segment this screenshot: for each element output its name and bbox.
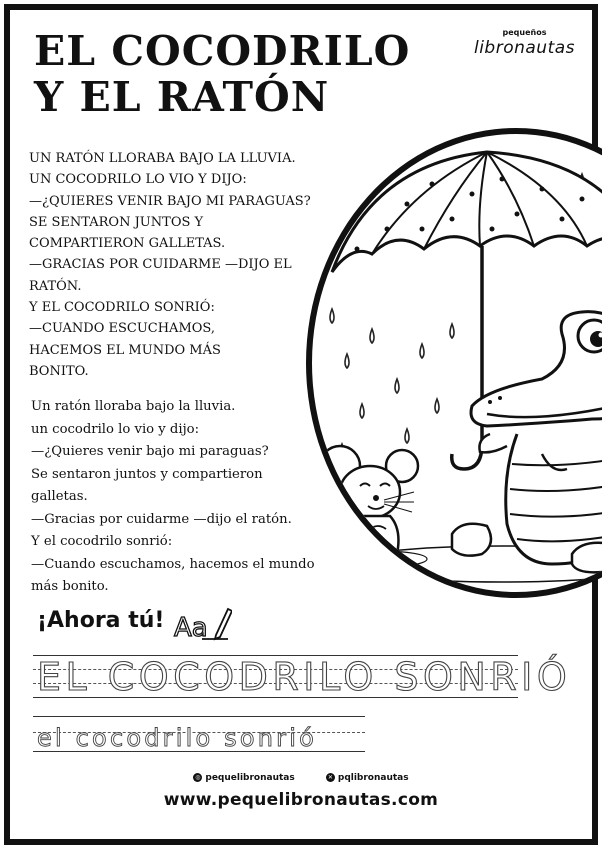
x-link[interactable] [326,773,409,783]
trace-line-lowercase[interactable] [33,714,365,754]
brand-big-text: libronautas [473,38,576,58]
story-lower-line: galletas. [31,489,88,504]
story-upper-line: —¿QUIERES VENIR BAJO MI PARAGUAS? [29,193,311,209]
instagram-icon: ◎ [195,774,201,781]
story-upper-line: SE SENTARON JUNTOS Y [29,214,204,230]
practice-heading: ¡Ahora tú! [37,608,165,633]
story-lower-line: Se sentaron juntos y compartieron [31,466,263,482]
title-line-1: EL COCODRILO [34,27,411,75]
crocodile-mouse-umbrella-illustration [312,134,602,598]
story-uppercase [29,148,329,382]
x-icon: ✕ [327,774,333,781]
pencil-icon [172,603,232,643]
aa-icon-text: Aa [174,613,208,643]
x-handle: pqlibronautas [337,772,409,783]
title-line-2: Y EL RATÓN [34,73,330,121]
story-upper-line: —GRACIAS POR CUIDARME —DIJO EL [29,257,292,273]
story-lower-line: más bonito. [31,579,109,594]
trace-text-lowercase: el cocodrilo sonrió [37,724,317,752]
illustration-circle [306,128,602,598]
story-upper-line: UN RATÓN LLORABA BAJO LA LLUVIA. [29,151,296,166]
story-lower-line: —Gracias por cuidarme —dijo el ratón. [31,511,292,527]
story-lower-line: —¿Quieres venir bajo mi paraguas? [31,444,269,459]
brand-small-text: pequeños [502,28,547,37]
story-lower-line: —Cuando escuchamos, hacemos el mundo [31,556,315,572]
story-upper-line: UN COCODRILO LO VIO Y DIJO: [29,172,247,188]
trace-text-uppercase: EL COCODRILO SONRIÓ [37,655,572,699]
website-link[interactable]: www.pequelibronautas.com [163,790,439,810]
story-lowercase [31,396,331,599]
story-lower-line: Y el cocodrilo sonrió: [31,534,173,549]
story-upper-line: HACEMOS EL MUNDO MÁS [29,342,221,358]
story-upper-line: —CUANDO ESCUCHAMOS, [29,321,215,337]
instagram-link[interactable] [193,773,294,783]
brand-logo [462,28,587,58]
story-lower-line: Un ratón lloraba bajo la lluvia. [31,399,236,414]
trace-line-uppercase[interactable] [33,655,572,700]
social-links [0,772,602,783]
page-title [34,28,410,120]
story-upper-line: BONITO. [29,363,89,379]
story-upper-line: COMPARTIERON GALLETAS. [29,236,226,252]
story-upper-line: RATÓN. [29,278,82,294]
story-upper-line: Y EL COCODRILO SONRIÓ: [29,300,215,316]
instagram-handle: pequelibronautas [205,772,295,783]
story-lower-line: un cocodrilo lo vio y dijo: [31,421,200,437]
